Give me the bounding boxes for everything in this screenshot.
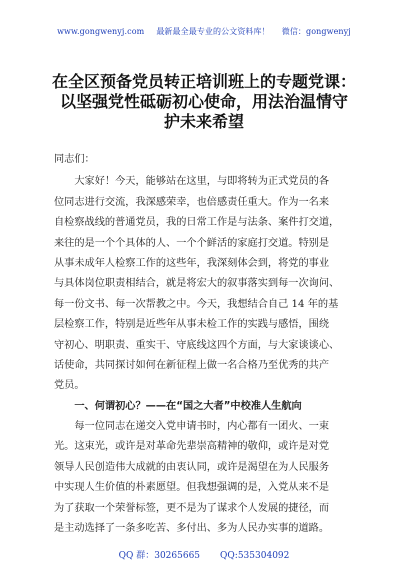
- title-line-1: 在全区预备党员转正培训班上的专题党课：: [51, 72, 356, 91]
- footer-qq-group: QQ 群：30265665: [118, 551, 201, 561]
- paragraph-line: 光。这束光，或许是对革命先辈崇高精神的敬仰，或许是对党: [54, 441, 330, 453]
- document-title: [40, 72, 368, 132]
- header-slogan: 最新最全最专业的公文资料库！: [156, 27, 270, 36]
- title-line-2: 以坚强党性砥砺初心使命，用法治温情守: [59, 92, 348, 111]
- section-heading: 一、何谓初心？——在“国之大者”中校准人生航向: [54, 400, 302, 412]
- paragraph-line: 与具体岗位职责相结合，就是将宏大的叙事落实到每一次询问、: [54, 278, 340, 290]
- paragraph-line: 每一位同志在递交入党申请书时，内心都有一团火、一束: [54, 421, 330, 433]
- section-1-paragraph: [54, 417, 364, 539]
- paragraph-line: 从事未成年人检察工作的这些年，我深刻体会到，将党的事业: [54, 257, 330, 269]
- paragraph-line: 每一份文书、每一次帮教之中。今天，我想结合自己 14 年的基: [54, 298, 339, 310]
- paragraph-line: 层检察工作，特别是近些年从事未检工作的实践与感悟，围绕: [54, 319, 330, 331]
- intro-paragraph: [54, 172, 364, 396]
- salutation: 同志们：: [54, 154, 95, 165]
- paragraph-line: 守初心、明职责、重实干、守底线这四个方面，与大家谈谈心、: [54, 339, 340, 351]
- document-body: [54, 150, 364, 539]
- page-header: [0, 26, 408, 37]
- footer-qq: QQ:535304092: [220, 551, 290, 561]
- title-line-3: 护未来希望: [163, 112, 244, 131]
- paragraph-line: 话使命，共同探讨如何在新征程上做一名合格乃至优秀的共产: [54, 359, 330, 371]
- page-footer: [0, 548, 408, 561]
- paragraph-line: 来往的是一个个具体的人、一个个鲜活的家庭打交道。特别是: [54, 237, 330, 249]
- header-wechat: 微信：gongwenyj: [281, 27, 351, 36]
- paragraph-line: 是主动选择了一条多吃苦、多付出、多为人民办实事的道路。: [54, 523, 330, 535]
- header-site-link[interactable]: www.gongwenyj.com: [57, 27, 145, 36]
- paragraph-line: 为了获取一个荣誉标签，更不是为了谋求个人发展的捷径，而: [54, 502, 330, 514]
- paragraph-line: 自检察战线的普通党员，我的日常工作是与法条、案件打交道，: [54, 217, 340, 229]
- paragraph-line: 领导人民创造伟大成就的由衷认同，或许是渴望在为人民服务: [54, 461, 330, 473]
- paragraph-line: 大家好！今天，能够站在这里，与即将转为正式党员的各: [54, 176, 330, 188]
- paragraph-line: 位同志进行交流，我深感荣幸，也倍感责任重大。作为一名来: [54, 196, 330, 208]
- paragraph-line: 党员。: [54, 380, 85, 392]
- paragraph-line: 中实现人生价值的朴素愿望。但我想强调的是，入党从来不是: [54, 482, 330, 494]
